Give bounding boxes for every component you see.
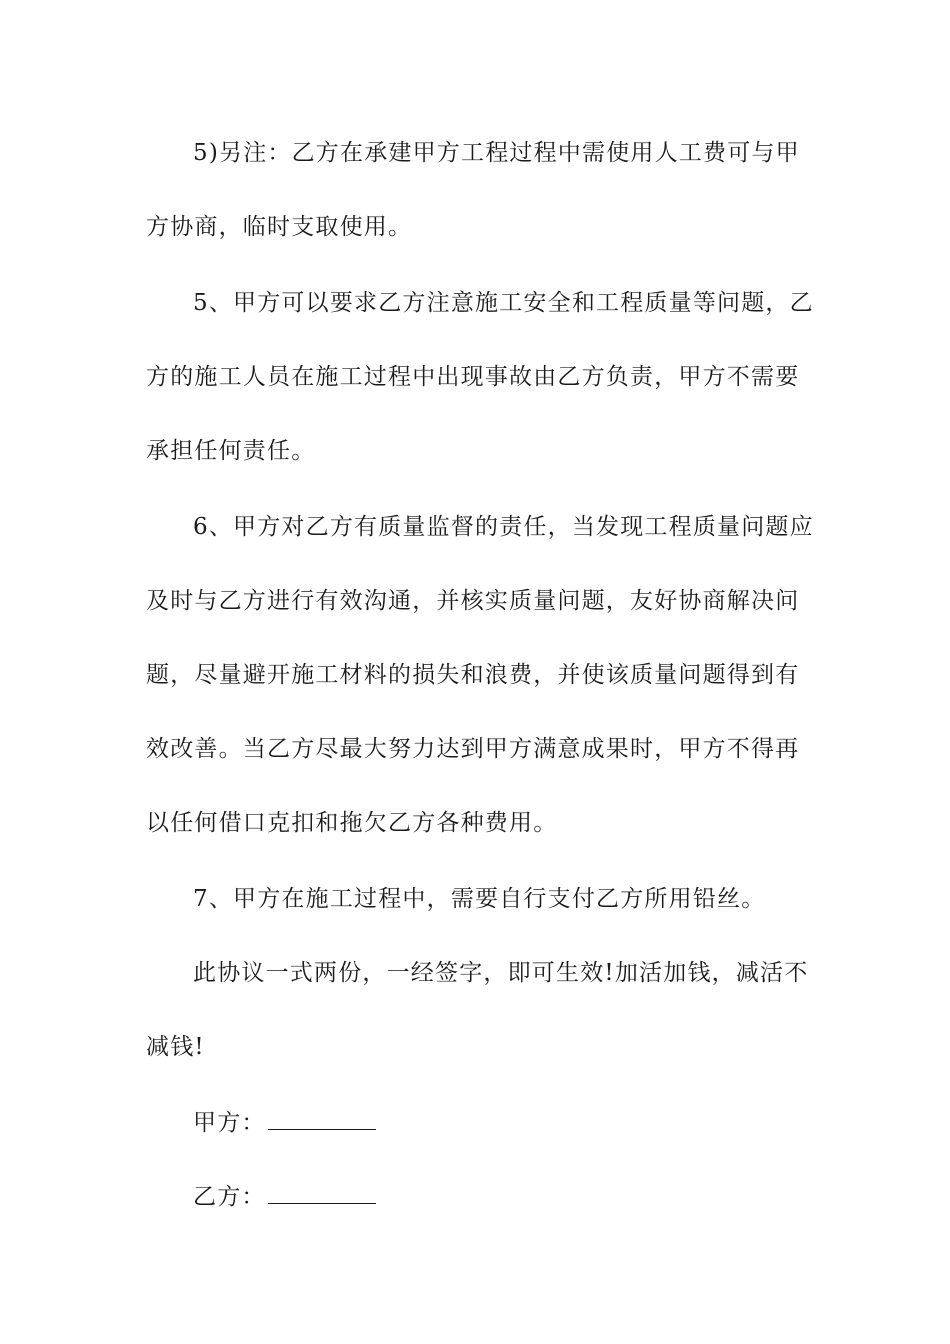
agreement-clause-line-1: 此协议一式两份，一经签字，即可生效!加活加钱，减活不 — [193, 960, 809, 986]
agreement-clause-line-2: 减钱! — [146, 1034, 205, 1060]
paragraph-6-line-3: 题，尽量避开施工材料的损失和浪费，并使该质量问题得到有 — [146, 662, 800, 688]
paragraph-6-line-5: 以任何借口克扣和拖欠乙方各种费用。 — [146, 810, 558, 836]
paragraph-note-line-2: 方协商，临时支取使用。 — [146, 214, 413, 240]
party-b-label: 乙方： — [193, 1184, 266, 1210]
party-a-signature-blank — [268, 1109, 376, 1130]
signature-party-b — [193, 1182, 863, 1212]
paragraph-6-line-1: 6、甲方对乙方有质量监督的责任，当发现工程质量问题应 — [193, 514, 814, 540]
paragraph-note-line-1: 5)另注：乙方在承建甲方工程过程中需使用人工费可与甲 — [193, 140, 800, 166]
party-b-signature-blank — [268, 1183, 376, 1204]
paragraph-5-line-2: 方的施工人员在施工过程中出现事故由乙方负责，甲方不需要 — [146, 364, 800, 390]
signature-party-a — [193, 1108, 863, 1138]
paragraph-7-line-1: 7、甲方在施工过程中，需要自行支付乙方所用铅丝。 — [193, 886, 766, 912]
paragraph-5-line-3: 承担任何责任。 — [146, 438, 316, 464]
paragraph-6-line-4: 效改善。当乙方尽最大努力达到甲方满意成果时，甲方不得再 — [146, 736, 800, 762]
paragraph-6-line-2: 及时与乙方进行有效沟通，并核实质量问题，友好协商解决问 — [146, 588, 800, 614]
paragraph-5-line-1: 5、甲方可以要求乙方注意施工安全和工程质量等问题，乙 — [193, 290, 814, 316]
party-a-label: 甲方： — [193, 1110, 266, 1136]
